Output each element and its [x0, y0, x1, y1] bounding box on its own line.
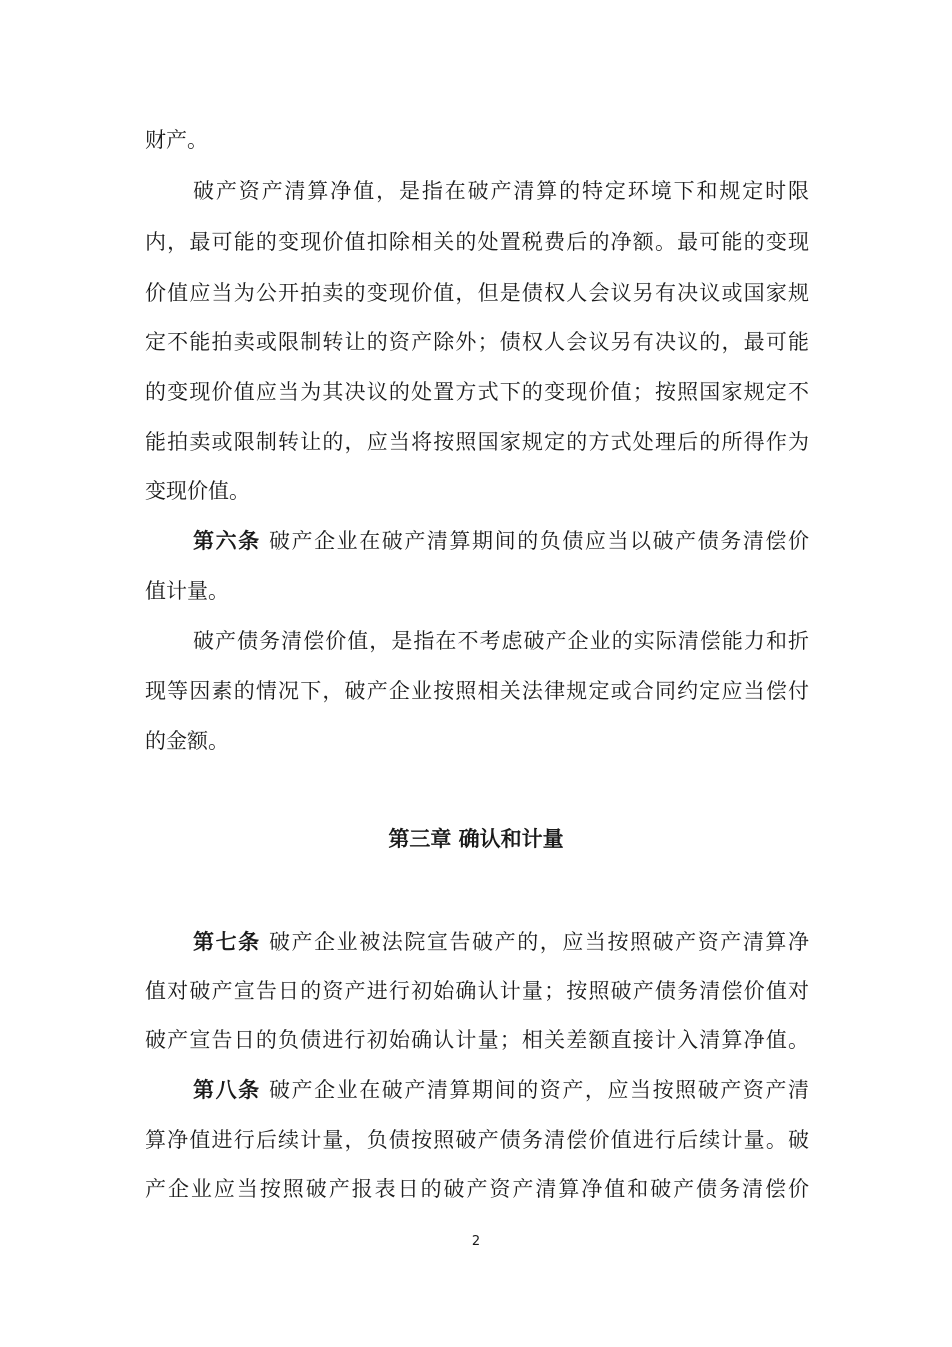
- text-line: 内，最可能的变现价值扣除相关的处置税费后的净额。最可能的变现: [145, 230, 809, 254]
- text-line: 破产资产清算净值，是指在破产清算的特定环境下和规定时限: [193, 179, 809, 203]
- text-line: 值对破产宣告日的资产进行初始确认计量；按照破产债务清偿价值对: [145, 979, 809, 1003]
- article-text: 破产企业被法院宣告破产的，应当按照破产资产清算净: [268, 930, 809, 954]
- chapter-heading: 第三章 确认和计量: [388, 827, 564, 851]
- article-text: 破产企业在破产清算期间的负债应当以破产债务清偿价: [268, 529, 809, 553]
- text-line: 定不能拍卖或限制转让的资产除外；债权人会议另有决议的，最可能: [145, 330, 809, 354]
- article-line: [193, 1073, 809, 1107]
- article-label: 第七条: [193, 930, 261, 954]
- article-line: [193, 925, 809, 959]
- article-label: 第八条: [193, 1078, 261, 1102]
- text-line: 能拍卖或限制转让的，应当将按照国家规定的方式处理后的所得作为: [145, 430, 809, 454]
- text-line: 破产宣告日的负债进行初始确认计量；相关差额直接计入清算净值。: [145, 1028, 809, 1052]
- page-number: 2: [471, 1234, 481, 1249]
- article-text: 破产企业在破产清算期间的资产，应当按照破产资产清: [268, 1078, 809, 1102]
- text-line: 值计量。: [145, 579, 229, 603]
- text-line: 价值应当为公开拍卖的变现价值，但是债权人会议另有决议或国家规: [145, 281, 809, 305]
- text-line: 变现价值。: [145, 479, 250, 503]
- article-label: 第六条: [193, 529, 261, 553]
- text-line: 现等因素的情况下，破产企业按照相关法律规定或合同约定应当偿付: [145, 679, 809, 703]
- text-line: 的变现价值应当为其决议的处置方式下的变现价值；按照国家规定不: [145, 380, 809, 404]
- text-line: 的金额。: [145, 729, 229, 753]
- text-line: 破产债务清偿价值，是指在不考虑破产企业的实际清偿能力和折: [193, 629, 809, 653]
- article-line: [193, 524, 809, 558]
- text-line: 产企业应当按照破产报表日的破产资产清算净值和破产债务清偿价: [145, 1177, 809, 1201]
- text-line: 算净值进行后续计量，负债按照破产债务清偿价值进行后续计量。破: [145, 1128, 809, 1152]
- text-line: 财产。: [145, 128, 208, 152]
